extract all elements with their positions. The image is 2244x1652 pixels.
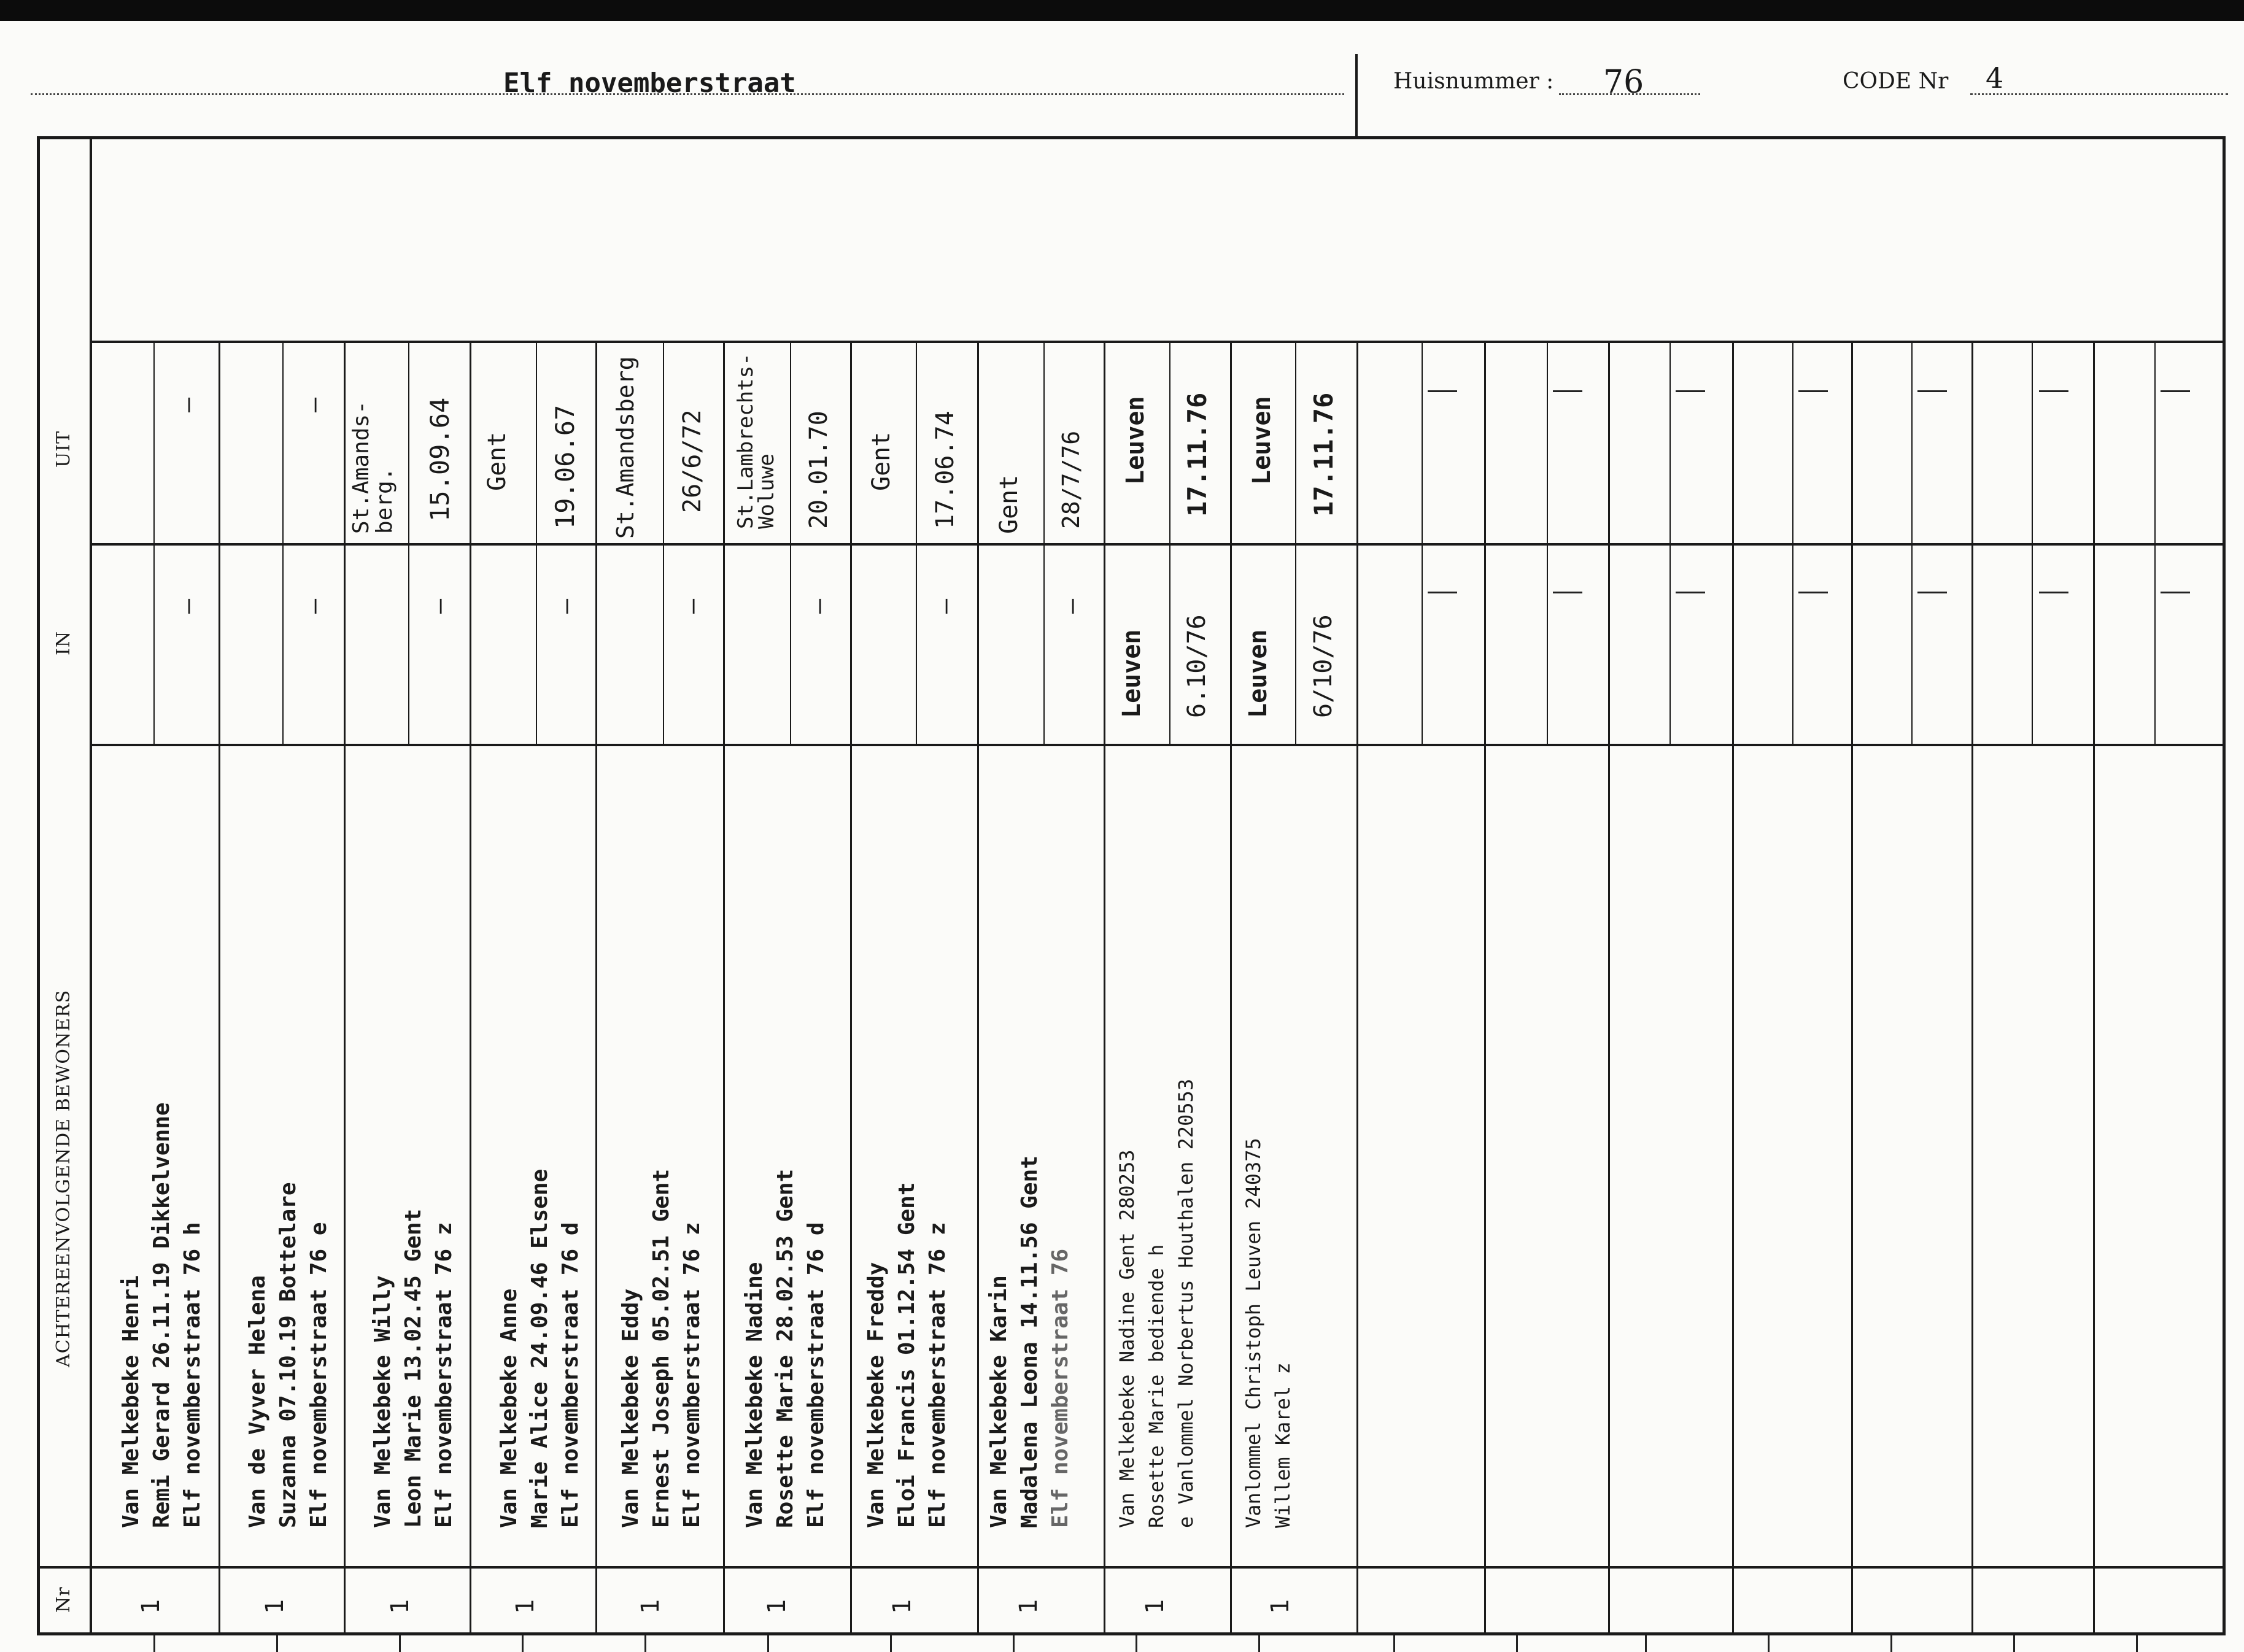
sub-divider: [1792, 341, 1793, 744]
row-divider: [1104, 341, 1105, 1635]
empty-dash: [1428, 592, 1457, 593]
resident-line: Rosette Marie bediende h: [1145, 1244, 1168, 1528]
in-date: —: [678, 598, 706, 614]
scan-tick: [1013, 1635, 1015, 1652]
uit-date: 20.01.70: [805, 411, 833, 529]
in-date: —: [931, 598, 959, 614]
in-date: —: [425, 598, 454, 614]
row-divider: [219, 341, 220, 1635]
row-number: 1: [888, 1599, 916, 1614]
in-date: 6/10/76: [1309, 614, 1337, 718]
residents-nr-divider: [37, 1566, 2226, 1569]
row-divider: [595, 341, 597, 1635]
sub-divider: [2154, 341, 2156, 744]
resident-line: Rosette Marie 28.02.53 Gent: [773, 1168, 798, 1528]
resident-line: Van de Vyver Helena: [245, 1275, 270, 1528]
scan-tick: [1768, 1635, 1770, 1652]
in-column-label: IN: [53, 630, 74, 655]
scan-tick: [1516, 1635, 1518, 1652]
row-divider: [1356, 341, 1358, 1635]
scan-tick: [153, 1635, 155, 1652]
resident-line: Elf novemberstraat 76 h: [180, 1222, 205, 1528]
uit-date: 19.06.67: [550, 404, 580, 529]
code-value: 4: [1986, 61, 2004, 95]
row-number: 1: [137, 1599, 165, 1614]
resident-line: Van Melkebeke Henri: [118, 1275, 144, 1528]
sub-divider: [916, 341, 917, 744]
in-date: —: [552, 598, 580, 614]
uit-column-label: UIT: [53, 430, 74, 468]
uit-date: —: [174, 397, 202, 412]
empty-dash: [2039, 390, 2068, 392]
uit-date: 17.11.76: [1182, 392, 1212, 517]
table-top-border: [37, 136, 2226, 139]
row-number: 1: [511, 1599, 540, 1614]
scan-tick: [276, 1635, 278, 1652]
uit-place: Gent: [867, 431, 896, 491]
uit-place: Leuven: [1248, 396, 1276, 485]
uit-date: 17.06.74: [931, 411, 959, 529]
in-date: —: [1058, 598, 1086, 614]
sub-divider: [282, 341, 284, 744]
header-divider: [1355, 54, 1358, 139]
sub-divider: [1669, 341, 1671, 744]
empty-dash: [1553, 592, 1582, 593]
empty-dash: [1917, 592, 1947, 593]
resident-line: Ernest Joseph 05.02.51 Gent: [649, 1168, 674, 1528]
empty-dash: [2161, 592, 2190, 593]
scan-tick: [2136, 1635, 2138, 1652]
scan-tick: [399, 1635, 401, 1652]
resident-line: Vanlommel Christoph Leuven 240375: [1242, 1138, 1265, 1528]
scan-tick: [767, 1635, 769, 1652]
residents-column-label: ACHTEREENVOLGENDE BEWONERS: [53, 989, 74, 1367]
row-divider: [1484, 341, 1486, 1635]
row-divider: [1732, 341, 1734, 1635]
row-divider: [977, 341, 979, 1635]
empty-dash: [1798, 592, 1828, 593]
resident-line: Van Melkebeke Nadine: [742, 1262, 767, 1528]
uit-date: 28/7/76: [1058, 430, 1085, 529]
uit-place: Leuven: [1121, 396, 1150, 485]
resident-line: Van Melkebeke Willy: [370, 1275, 395, 1528]
street-name: Elf novemberstraat: [503, 68, 796, 99]
uit-place: Gent: [995, 474, 1023, 534]
resident-line: Elf novemberstraat 76 z: [925, 1222, 950, 1528]
house-number-dotted-line: [1559, 93, 1700, 95]
scan-tick: [522, 1635, 524, 1652]
in-place: Leuven: [1118, 629, 1146, 718]
in-residents-divider: [90, 744, 2226, 746]
sub-divider: [1422, 341, 1423, 744]
sub-divider: [536, 341, 537, 744]
resident-line: Elf novemberstraat 76 d: [558, 1222, 583, 1528]
label-column-divider: [90, 136, 92, 1635]
in-date: —: [300, 598, 328, 614]
uit-top-line: [90, 341, 2226, 343]
sub-divider: [1043, 341, 1045, 744]
row-divider: [1230, 341, 1232, 1635]
nr-column-label: Nr: [53, 1586, 74, 1613]
scan-tick: [1645, 1635, 1647, 1652]
sub-divider: [1547, 341, 1548, 744]
resident-line: Elf novemberstraat 76 d: [803, 1222, 829, 1528]
resident-line: Leon Marie 13.02.45 Gent: [401, 1208, 426, 1528]
uit-place: St.Amandsberg: [612, 356, 639, 539]
row-divider: [344, 341, 346, 1635]
empty-dash: [1553, 390, 1582, 392]
sub-divider: [2032, 341, 2033, 744]
row-divider: [1971, 341, 1973, 1635]
row-divider: [723, 341, 725, 1635]
empty-dash: [1428, 390, 1457, 392]
scan-tick: [644, 1635, 646, 1652]
resident-line: Eloi Francis 01.12.54 Gent: [894, 1182, 919, 1528]
in-place: Leuven: [1244, 629, 1272, 718]
street-dotted-line: [31, 93, 1344, 95]
row-number: 1: [386, 1599, 414, 1614]
row-divider: [850, 341, 852, 1635]
empty-dash: [2039, 592, 2068, 593]
uit-date: 17.11.76: [1309, 392, 1339, 517]
resident-line: Marie Alice 24.09.46 Elsene: [527, 1168, 552, 1528]
row-number: 1: [763, 1599, 791, 1614]
row-divider: [2093, 341, 2095, 1635]
uit-date: —: [300, 397, 328, 412]
code-dotted-line: [1970, 93, 2228, 95]
resident-line: Suzanna 07.10.19 Bottelare: [276, 1182, 301, 1528]
row-number: 1: [1141, 1599, 1169, 1614]
house-number: 76: [1603, 64, 1644, 101]
resident-line: Van Melkebeke Anne: [497, 1288, 522, 1528]
uit-date: 26/6/72: [678, 409, 706, 513]
uit-place: St.Amands- berg.: [349, 401, 397, 534]
scan-tick: [1258, 1635, 1260, 1652]
row-divider: [1608, 341, 1610, 1635]
row-divider: [470, 341, 471, 1635]
house-number-label: Huisnummer :: [1393, 69, 1554, 94]
resident-line: Elf novemberstraat 76 z: [679, 1222, 705, 1528]
code-label: CODE Nr: [1843, 69, 1949, 94]
table-right-border: [2223, 136, 2226, 1635]
resident-line: Van Melkebeke Nadine Gent 280253: [1115, 1149, 1139, 1528]
uit-place: St.Lambrechts- Woluwe: [733, 353, 779, 529]
table-bottom-border: [37, 1632, 2226, 1635]
sub-divider: [663, 341, 664, 744]
scan-tick: [1393, 1635, 1395, 1652]
uit-in-divider: [90, 543, 2226, 546]
table-left-border: [37, 136, 40, 1635]
resident-line: Remi Gerard 26.11.19 Dikkelvenne: [149, 1102, 174, 1528]
scan-tick: [1136, 1635, 1137, 1652]
row-number: 1: [1266, 1599, 1294, 1614]
resident-line: Willem Karel z: [1271, 1362, 1294, 1528]
resident-line: Madalena Leona 14.11.56 Gent: [1017, 1156, 1042, 1528]
resident-line: Van Melkebeke Freddy: [864, 1262, 889, 1528]
in-date: 6.10/76: [1183, 614, 1211, 718]
empty-dash: [1798, 390, 1828, 392]
resident-line: Van Melkebeke Eddy: [618, 1288, 643, 1528]
scan-top-border: [0, 0, 2244, 21]
row-number: 1: [1015, 1599, 1043, 1614]
resident-line: Elf novemberstraat 76 e: [306, 1222, 331, 1528]
row-divider: [1851, 341, 1853, 1635]
resident-line: Van Melkebeke Karin: [986, 1275, 1012, 1528]
sub-divider: [1295, 341, 1296, 744]
uit-date: 15.09.64: [425, 397, 455, 522]
row-number: 1: [636, 1599, 665, 1614]
sub-divider: [1911, 341, 1913, 744]
sub-divider: [153, 341, 155, 744]
empty-dash: [1676, 592, 1705, 593]
in-date: —: [174, 598, 202, 614]
resident-line: e Vanlommel Norbertus Houthalen 220553: [1174, 1078, 1197, 1528]
scan-tick: [1890, 1635, 1892, 1652]
scan-tick: [890, 1635, 892, 1652]
empty-dash: [2161, 390, 2190, 392]
resident-line: Elf novemberstraat 76 z: [431, 1222, 457, 1528]
sub-divider: [1169, 341, 1170, 744]
sub-divider: [790, 341, 791, 744]
empty-dash: [1917, 390, 1947, 392]
scan-tick: [2013, 1635, 2015, 1652]
empty-dash: [1676, 390, 1705, 392]
in-date: —: [805, 598, 833, 614]
sub-divider: [408, 341, 409, 744]
row-number: 1: [261, 1599, 289, 1614]
resident-line: Elf novemberstraat 76: [1048, 1248, 1073, 1528]
uit-place: Gent: [483, 431, 511, 491]
